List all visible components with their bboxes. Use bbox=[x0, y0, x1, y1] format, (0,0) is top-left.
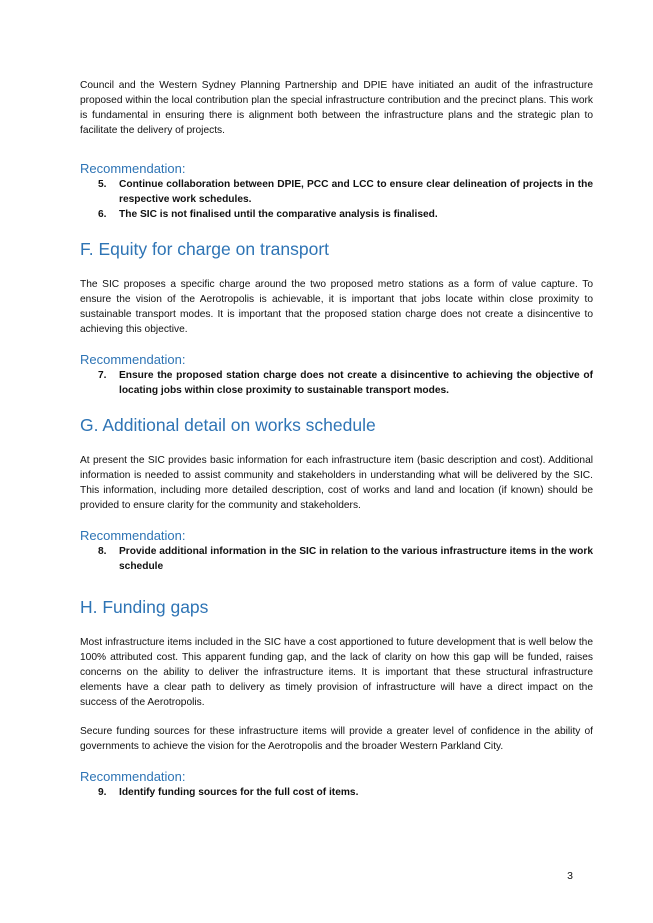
section-h-paragraph-1: Most infrastructure items included in the SIC have a cost apportioned to future development that is well below the 100% attributed cost. This apparent funding gap, and the lack of clarity on how this gap will be funded, raises concerns on the ability to deliver the infrastructure items. It is important that these structural infrastructure elements have a clear path to delivery as timely provision of infrastructure will have a direct impact on the success of the Aerotropolis. bbox=[80, 637, 593, 708]
page-number: 3 bbox=[567, 870, 573, 882]
section-heading-g: G. Additional detail on works schedule bbox=[80, 415, 376, 435]
section-heading-h: H. Funding gaps bbox=[80, 597, 209, 617]
recommendation-item bbox=[80, 368, 593, 398]
recommendation-number: 9. bbox=[98, 787, 107, 798]
recommendation-number: 6. bbox=[98, 209, 107, 220]
recommendation-item bbox=[80, 207, 593, 222]
intro-paragraph: Council and the Western Sydney Planning Partnership and DPIE have initiated an audit of the infrastructure proposed within the local contribution plan the special infrastructure contribution and the precinct plans. This work is fundamental in ensuring there is alignment both between the infrastructure plans and the strategic plan to facilitate the delivery of projects. bbox=[80, 80, 593, 136]
recommendation-text: Provide additional information in the SIC in relation to the various infrastructure items in the work schedule bbox=[119, 546, 593, 572]
recommendation-list-3 bbox=[80, 544, 593, 574]
section-heading-f: F. Equity for charge on transport bbox=[80, 239, 330, 259]
recommendation-text: Ensure the proposed station charge does not create a disincentive to achieving the objective of locating jobs within close proximity to sustainable transport modes. bbox=[119, 370, 593, 396]
recommendation-item bbox=[80, 177, 593, 207]
recommendation-item bbox=[80, 785, 593, 800]
recommendation-heading-4: Recommendation: bbox=[80, 769, 186, 784]
section-h-paragraph-2: Secure funding sources for these infrastructure items will provide a greater level of confidence in the ability of governments to achieve the vision for the Aerotropolis and the broader Western Parkland City. bbox=[80, 726, 593, 752]
section-f-paragraph: The SIC proposes a specific charge around the two proposed metro stations as a form of value capture. To ensure the vision of the Aerotropolis is achievable, it is important that jobs locate within close proximity to sustainable transport modes. It is important that the proposed station charge does not create a disincentive to achieving this objective. bbox=[80, 279, 593, 335]
recommendation-list-1 bbox=[80, 177, 593, 222]
recommendation-number: 5. bbox=[98, 179, 107, 190]
document-page bbox=[80, 78, 593, 800]
recommendation-number: 8. bbox=[98, 546, 107, 557]
section-g-paragraph: At present the SIC provides basic information for each infrastructure item (basic description and cost). Additional information is needed to assist community and stakeholders in understanding what will be delivered by the SIC. This information, including more detailed description, cost of works and land and location (if known) should be provided to ensure clarity for the community and stakeholders. bbox=[80, 455, 593, 511]
recommendation-item bbox=[80, 544, 593, 574]
recommendation-heading-1: Recommendation: bbox=[80, 161, 186, 176]
recommendation-heading-2: Recommendation: bbox=[80, 352, 186, 367]
recommendation-heading-3: Recommendation: bbox=[80, 528, 186, 543]
recommendation-list-4 bbox=[80, 785, 593, 800]
recommendation-text: The SIC is not finalised until the comparative analysis is finalised. bbox=[119, 209, 438, 220]
recommendation-list-2 bbox=[80, 368, 593, 398]
recommendation-text: Continue collaboration between DPIE, PCC and LCC to ensure clear delineation of projects in the respective work schedules. bbox=[119, 179, 593, 205]
recommendation-text: Identify funding sources for the full cost of items. bbox=[119, 787, 359, 798]
recommendation-number: 7. bbox=[98, 370, 107, 381]
